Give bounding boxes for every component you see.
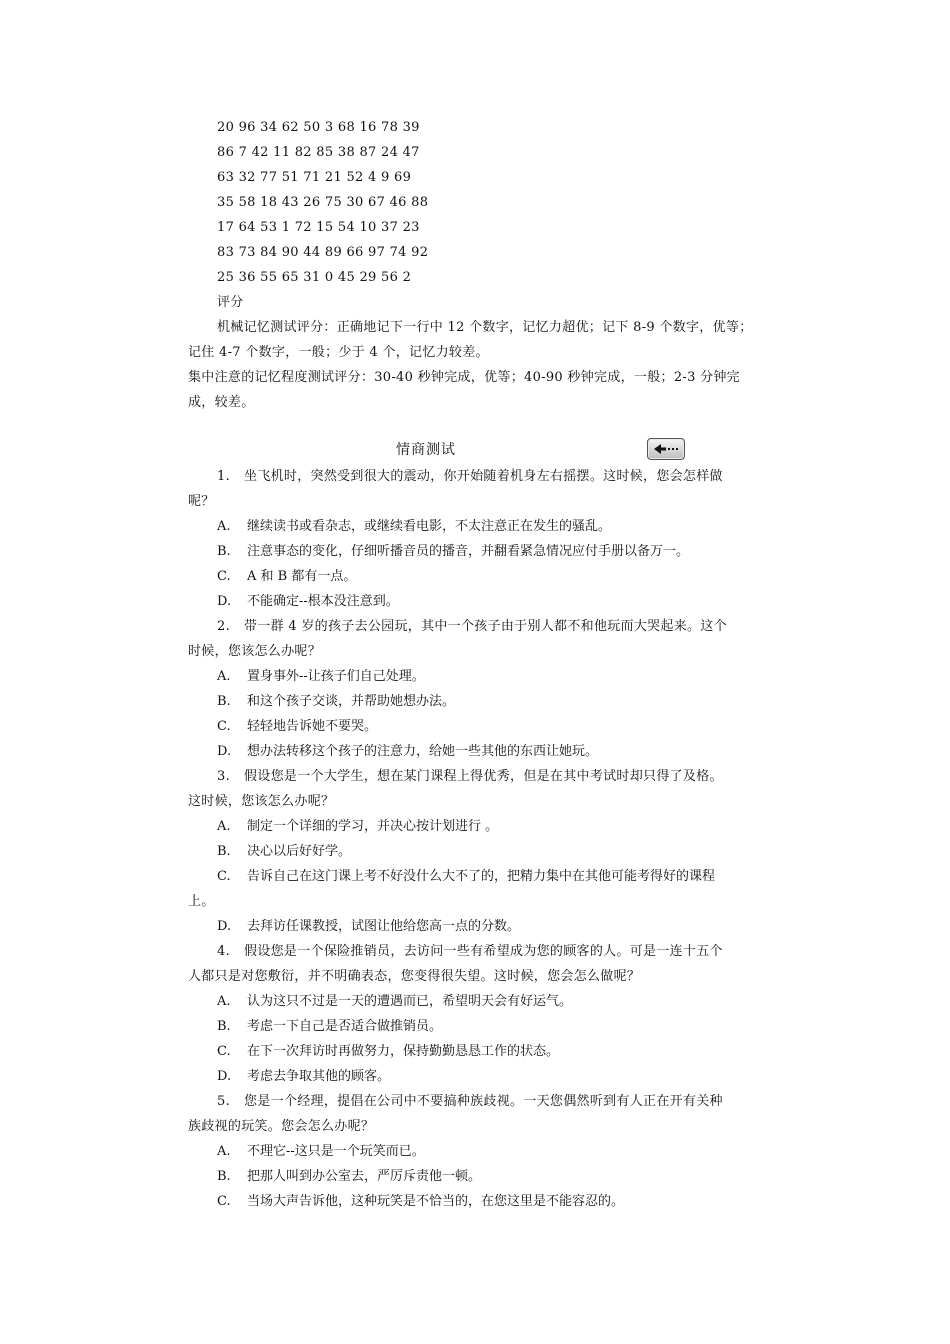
question-text-wrap: 呢？ (188, 494, 215, 509)
question-text: 您是一个经理，提倡在公司中不要搞种族歧视。一天您偶然听到有人正在开有关种 (244, 1094, 723, 1109)
question-number: 2. (217, 619, 231, 634)
section-title: 情商测试 (396, 442, 456, 458)
option-c[interactable]: C. A 和 B 都有一点。 (217, 569, 357, 584)
scoring-heading: 评分 (217, 295, 244, 310)
option-a[interactable]: A. 置身事外--让孩子们自己处理。 (217, 669, 425, 684)
option-c[interactable]: C. 当场大声告诉他，这种玩笑是不恰当的，在您这里是不能容忍的。 (217, 1194, 625, 1209)
focus-scoring-text: 成，较差。 (188, 395, 255, 410)
question-text-wrap: 族歧视的玩笑。您会怎么办呢？ (188, 1119, 375, 1134)
question-number: 4. (217, 944, 231, 959)
number-row: 83 73 84 90 44 89 66 97 74 92 (217, 245, 429, 260)
number-row: 20 96 34 62 50 3 68 16 78 39 (217, 120, 420, 135)
option-d[interactable]: D. 不能确定--根本没注意到。 (217, 594, 399, 609)
question-text: 假设您是一个保险推销员，去访问一些有希望成为您的顾客的人。可是一连十五个 (244, 944, 723, 959)
question-1 (217, 468, 723, 486)
option-a[interactable]: A. 认为这只不过是一天的遭遇而已，希望明天会有好运气。 (217, 994, 573, 1009)
option-text-wrap: 上。 (188, 894, 215, 909)
option-d[interactable]: D. 去拜访任课教授，试图让他给您高一点的分数。 (217, 919, 521, 934)
question-number: 5. (217, 1094, 231, 1109)
question-text: 坐飞机时，突然受到很大的震动，你开始随着机身左右摇摆。这时候，您会怎样做 (244, 469, 723, 484)
option-a[interactable]: A. 制定一个详细的学习，并决心按计划进行 。 (217, 819, 499, 834)
option-d[interactable]: D. 考虑去争取其他的顾客。 (217, 1069, 391, 1084)
question-4 (217, 943, 723, 961)
option-b[interactable]: B. 考虑一下自己是否适合做推销员。 (217, 1019, 443, 1034)
question-2 (217, 618, 727, 636)
option-a[interactable]: A. 继续读书或看杂志，或继续看电影，不太注意正在发生的骚乱。 (217, 519, 612, 534)
option-b[interactable]: B. 把那人叫到办公室去，严厉斥责他一顿。 (217, 1169, 482, 1184)
option-a[interactable]: A. 不理它--这只是一个玩笑而已。 (217, 1144, 425, 1159)
question-number: 3. (217, 769, 231, 784)
option-b[interactable]: B. 决心以后好好学。 (217, 844, 352, 859)
mechanical-scoring-text: 机械记忆测试评分：正确地记下一行中 12 个数字，记忆力超优；记下 8-9 个数字，优等； (217, 320, 753, 335)
number-row: 17 64 53 1 72 15 54 10 37 23 (217, 220, 420, 235)
back-arrow-icon (653, 443, 679, 455)
option-d[interactable]: D. 想办法转移这个孩子的注意力，给她一些其他的东西让她玩。 (217, 744, 599, 759)
question-number: 1. (217, 469, 231, 484)
option-b[interactable]: B. 注意事态的变化，仔细听播音员的播音，并翻看紧急情况应付手册以备万一。 (217, 544, 690, 559)
back-button[interactable] (647, 438, 685, 460)
number-row: 25 36 55 65 31 0 45 29 56 2 (217, 270, 412, 285)
number-row: 63 32 77 51 71 21 52 4 9 69 (217, 170, 412, 185)
option-c[interactable]: C. 在下一次拜访时再做努力，保持勤勤恳恳工作的状态。 (217, 1044, 560, 1059)
option-b[interactable]: B. 和这个孩子交谈，并帮助她想办法。 (217, 694, 456, 709)
focus-scoring-text: 集中注意的记忆程度测试评分：30-40 秒钟完成，优等；40-90 秒钟完成，一般；2-3 分钟完 (188, 370, 740, 385)
option-c[interactable]: C. 告诉自己在这门课上考不好没什么大不了的，把精力集中在其他可能考得好的课程 (217, 869, 716, 884)
question-text-wrap: 人都只是对您敷衍，并不明确表态，您变得很失望。这时候，您会怎么做呢？ (188, 969, 641, 984)
option-c[interactable]: C. 轻轻地告诉她不要哭。 (217, 719, 378, 734)
question-text-wrap: 时候，您该怎么办呢？ (188, 644, 322, 659)
question-text: 带一群 4 岁的孩子去公园玩，其中一个孩子由于别人都不和他玩而大哭起来。这个 (244, 619, 727, 634)
mechanical-scoring-text: 记住 4-7 个数字，一般；少于 4 个，记忆力较差。 (188, 345, 489, 360)
number-row: 35 58 18 43 26 75 30 67 46 88 (217, 195, 429, 210)
number-row: 86 7 42 11 82 85 38 87 24 47 (217, 145, 420, 160)
question-5 (217, 1093, 723, 1111)
question-3 (217, 768, 723, 786)
question-text: 假设您是一个大学生，想在某门课程上得优秀，但是在其中考试时却只得了及格。 (244, 769, 723, 784)
question-text-wrap: 这时候，您该怎么办呢？ (188, 794, 335, 809)
